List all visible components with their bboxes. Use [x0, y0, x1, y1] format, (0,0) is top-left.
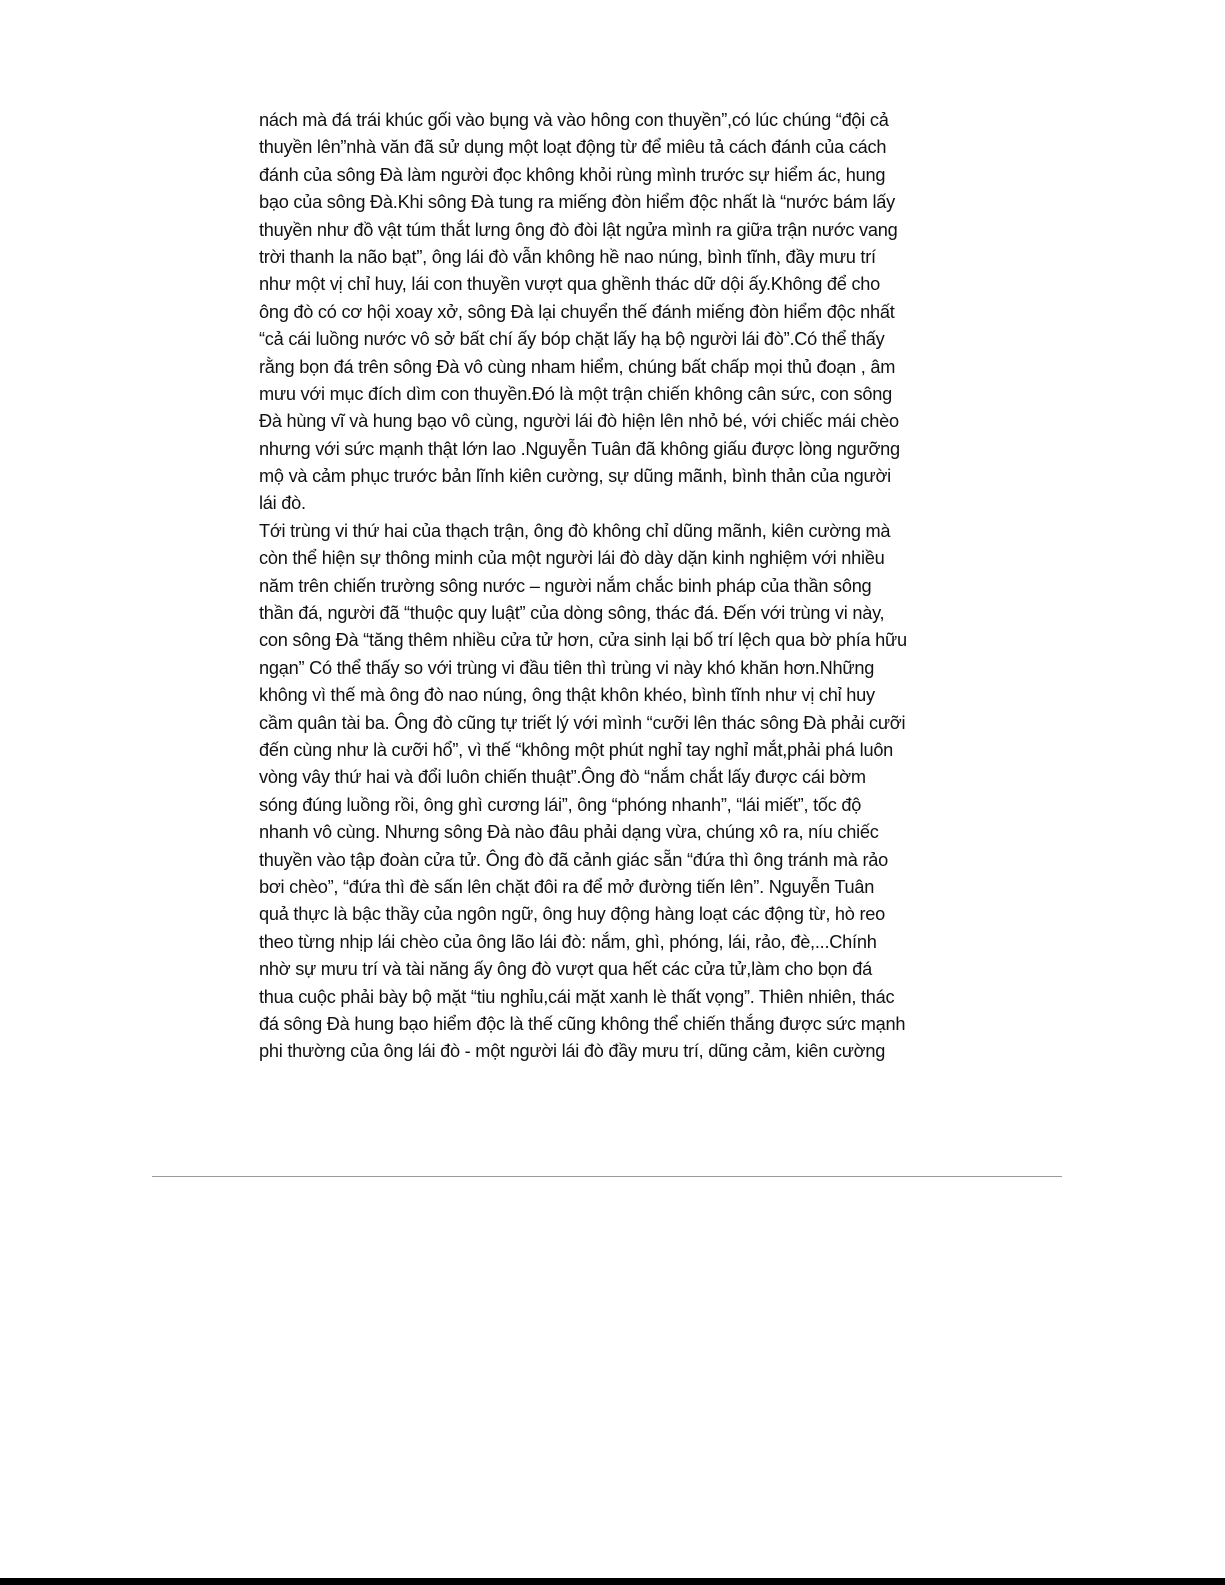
text-line: thần đá, người đã “thuộc quy luật” của dòng sông, thác đá. Đến với trùng vi này,: [259, 603, 885, 624]
text-line: năm trên chiến trường sông nước – người nắm chắc binh pháp của thần sông: [259, 575, 872, 596]
text-line: cầm quân tài ba. Ông đò cũng tự triết lý với mình “cưỡi lên thác sông Đà phải cưỡi: [259, 712, 906, 733]
text-line: nhờ sự mưu trí và tài năng ấy ông đò vượt qua hết các cửa tử,làm cho bọn đá: [259, 959, 872, 980]
text-line: con sông Đà “tăng thêm nhiều cửa tử hơn, cửa sinh lại bố trí lệch qua bờ phía hữu: [259, 630, 907, 651]
page-break-divider: [152, 1176, 1062, 1177]
text-line: ông đò có cơ hội xoay xở, sông Đà lại chuyển thế đánh miếng đòn hiểm độc nhất: [259, 301, 895, 322]
text-line: “cả cái luồng nước vô sở bất chí ấy bóp chặt lấy hạ bộ người lái đò”.Có thể thấy: [259, 329, 885, 350]
text-line: theo từng nhịp lái chèo của ông lão lái đò: nắm, ghì, phóng, lái, rảo, đè,...Chính: [259, 931, 877, 952]
text-line: không vì thế mà ông đò nao núng, ông thật khôn khéo, bình tĩnh như vị chỉ huy: [259, 685, 875, 706]
text-line: rằng bọn đá trên sông Đà vô cùng nham hiểm, chúng bất chấp mọi thủ đoạn , âm: [259, 356, 896, 377]
text-line: đến cùng như là cưỡi hổ”, vì thế “không một phút nghỉ tay nghỉ mắt,phải phá luôn: [259, 739, 894, 760]
text-line: sóng đúng luồng rồi, ông ghì cương lái”, ông “phóng nhanh”, “lái miết”, tốc độ: [259, 794, 862, 815]
text-line: như một vị chỉ huy, lái con thuyền vượt qua ghềnh thác dữ dội ấy.Không để cho: [259, 274, 881, 295]
text-line: thuyền như đồ vật túm thắt lưng ông đò đòi lật ngửa mình ra giữa trận nước vang: [259, 219, 898, 240]
text-line: quả thực là bậc thầy của ngôn ngữ, ông huy động hàng loạt các động từ, hò reo: [259, 904, 886, 925]
text-line: Đà hùng vĩ và hung bạo vô cùng, người lái đò hiện lên nhỏ bé, với chiếc mái chèo: [259, 411, 899, 432]
text-line: phi thường của ông lái đò - một người lái đò đầy mưu trí, dũng cảm, kiên cường: [259, 1041, 886, 1062]
text-line: vòng vây thứ hai và đổi luôn chiến thuật”.Ông đò “nắm chắt lấy được cái bờm: [259, 767, 866, 788]
page-bottom-edge: [0, 1578, 1225, 1585]
text-line: thuyền vào tập đoàn cửa tử. Ông đò đã cảnh giác sẵn “đứa thì ông tránh mà rảo: [259, 849, 888, 870]
text-line: thuyền lên”nhà văn đã sử dụng một loạt động từ để miêu tả cách đánh của cách: [259, 137, 887, 158]
text-line: bơi chèo”, “đứa thì đè sấn lên chặt đôi ra để mở đường tiến lên”. Nguyễn Tuân: [259, 876, 875, 897]
text-line: đánh của sông Đà làm người đọc không khỏi rùng mình trước sự hiểm ác, hung: [259, 164, 886, 185]
text-line: mộ và cảm phục trước bản lĩnh kiên cường, sự dũng mãnh, bình thản của người: [259, 466, 891, 487]
text-line: trời thanh la não bạt”, ông lái đò vẫn không hề nao núng, bình tĩnh, đầy mưu trí: [259, 246, 876, 267]
text-line: nách mà đá trái khúc gối vào bụng và vào hông con thuyền”,có lúc chúng “đội cả: [259, 110, 889, 130]
text-line: mưu với mục đích dìm con thuyền.Đó là một trận chiến không cân sức, con sông: [259, 383, 892, 404]
text-line: nhưng với sức mạnh thật lớn lao .Nguyễn Tuân đã không giấu được lòng ngưỡng: [259, 438, 900, 459]
text-line: bạo của sông Đà.Khi sông Đà tung ra miếng đòn hiểm độc nhất là “nước bám lấy: [259, 192, 895, 213]
text-line: đá sông Đà hung bạo hiểm độc là thế cũng không thể chiến thắng được sức mạnh: [259, 1013, 906, 1034]
text-line: còn thể hiện sự thông minh của một người lái đò dày dặn kinh nghiệm với nhiều: [259, 548, 885, 569]
text-line: thua cuộc phải bày bộ mặt “tiu nghỉu,cái mặt xanh lè thất vọng”. Thiên nhiên, thác: [259, 986, 895, 1007]
body-text: [259, 107, 979, 1066]
text-line: ngạn” Có thể thấy so với trùng vi đầu tiên thì trùng vi này khó khăn hơn.Những: [259, 657, 875, 678]
text-line: lái đò.: [259, 493, 306, 514]
text-line: nhanh vô cùng. Nhưng sông Đà nào đâu phải dạng vừa, chúng xô ra, níu chiếc: [259, 822, 879, 843]
text-line: Tới trùng vi thứ hai của thạch trận, ông đò không chỉ dũng mãnh, kiên cường mà: [259, 520, 891, 541]
